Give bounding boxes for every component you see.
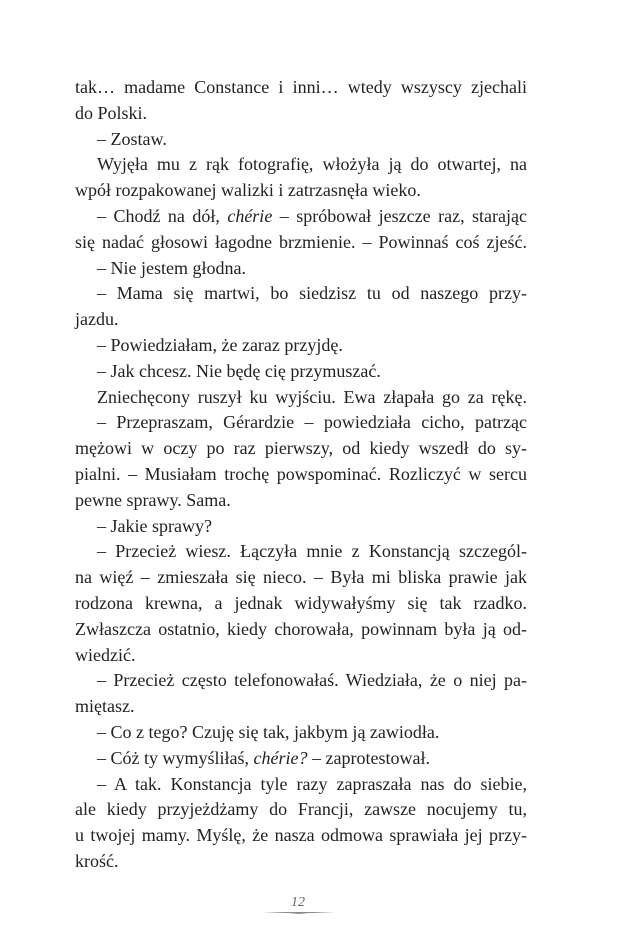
text-line: Wyjęła mu z rąk fotografię, włożyła ją do otwartej, na bbox=[97, 154, 527, 175]
text-line: na więź – zmieszała się nieco. – Była mi bliska prawie jak bbox=[75, 567, 527, 588]
text-line: – A tak. Konstancja tyle razy zapraszała nas do siebie, bbox=[97, 773, 527, 794]
text-line: – Mama się martwi, bo siedzisz tu od naszego przy- bbox=[97, 283, 527, 304]
text-segment: – Chodź na dół, bbox=[97, 205, 228, 226]
text-line: – Przecież wiesz. Łączyła mnie z Konstancją szczegól- bbox=[97, 541, 527, 562]
page-number-ornament bbox=[263, 912, 335, 913]
text-line bbox=[75, 204, 527, 230]
text-line: pewne sprawy. Sama. bbox=[75, 489, 231, 510]
text-line: – Jak chcesz. Nie będę cię przymuszać. bbox=[97, 360, 381, 381]
page-number: 12 bbox=[291, 895, 305, 910]
text-line: krość. bbox=[75, 850, 119, 871]
text-line: tak… madame Constance i inni… wtedy wszyscy zjechali bbox=[75, 77, 527, 97]
text-line: – Jakie sprawy? bbox=[97, 515, 212, 536]
text-line: wiedzić. bbox=[75, 644, 136, 665]
text-segment: – spróbował jeszcze raz, starając bbox=[272, 205, 527, 226]
text-line: u twojej mamy. Myślę, że nasza odmowa sprawiała jej przy- bbox=[75, 825, 527, 846]
text-line: miętasz. bbox=[75, 696, 135, 717]
page-text bbox=[75, 75, 527, 875]
text-line: – Nie jestem głodna. bbox=[97, 257, 246, 278]
italic-word: chérie bbox=[227, 205, 273, 226]
text-line: się nadać głosowi łagodne brzmienie. – Powinnaś coś zjeść. bbox=[75, 231, 527, 252]
text-segment: – zaprotestował. bbox=[307, 747, 430, 768]
text-line: mężowi w oczy po raz pierwszy, od kiedy wszedł do sy- bbox=[75, 438, 527, 459]
text-line: rodzona krewna, a jednak widywałyśmy się tak rzadko. bbox=[75, 592, 527, 613]
text-line: Zwłaszcza ostatnio, kiedy chorowała, powinnam była ją od- bbox=[75, 618, 527, 639]
text-line: Zniechęcony ruszył ku wyjściu. Ewa złapała go za rękę. bbox=[97, 386, 527, 407]
text-line: – Co z tego? Czuję się tak, jakbym ją zawiodła. bbox=[97, 721, 440, 742]
text-line: ale kiedy przyjeżdżamy do Francji, zawsze nocujemy tu, bbox=[75, 799, 527, 820]
text-line: – Powiedziałam, że zaraz przyjdę. bbox=[97, 334, 343, 355]
text-line: wpół rozpakowanej walizki i zatrzasnęła wieko. bbox=[75, 180, 421, 201]
text-line: – Zostaw. bbox=[97, 128, 167, 149]
text-line: do Polski. bbox=[75, 102, 148, 123]
text-line: – Przecież często telefonowałaś. Wiedziała, że o niej pa- bbox=[97, 670, 527, 691]
text-line: pialni. – Musiałam trochę powspominać. Rozliczyć w sercu bbox=[75, 463, 527, 484]
text-line: jazdu. bbox=[75, 309, 119, 330]
italic-word: chérie? bbox=[253, 747, 308, 768]
text-line bbox=[75, 746, 527, 772]
text-segment: – Cóż ty wymyśliłaś, bbox=[97, 747, 254, 768]
text-line: – Przepraszam, Gérardzie – powiedziała cicho, patrząc bbox=[97, 412, 527, 433]
